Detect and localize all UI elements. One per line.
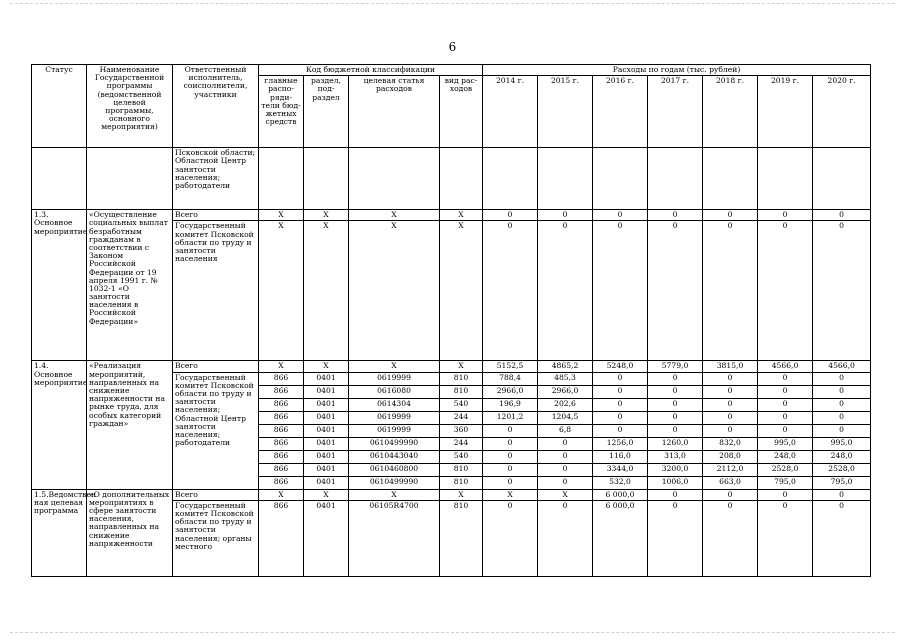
cell-2017: 1006,0 xyxy=(648,476,703,489)
cell-2020: 0 xyxy=(813,372,871,385)
cell-2019: 995,0 xyxy=(758,437,813,450)
cell-2015: 0 xyxy=(538,450,593,463)
cell-2020: 0 xyxy=(813,424,871,437)
cell-target-article: 0610460800 xyxy=(349,463,440,476)
cell-2020: 995,0 xyxy=(813,437,871,450)
cell-target-article: 06105R4700 xyxy=(349,500,440,576)
cell-grbs: 866 xyxy=(259,476,304,489)
cell-2015: X xyxy=(538,489,593,500)
header-expenses: Расходы по годам (тыс. рублей) xyxy=(483,65,871,76)
cell-empty xyxy=(483,148,538,210)
budget-table xyxy=(31,64,871,577)
cell-2014: 0 xyxy=(483,437,538,450)
cell-target-article: 0619999 xyxy=(349,424,440,437)
cell-2015: 0 xyxy=(538,210,593,221)
cell-2018: 2112,0 xyxy=(703,463,758,476)
cell-2020: 0 xyxy=(813,500,871,576)
cell-target-article: 0614304 xyxy=(349,398,440,411)
cell-expense-type: 810 xyxy=(440,500,483,576)
cell-target-article: 0610443040 xyxy=(349,450,440,463)
cell-name-empty xyxy=(87,148,173,210)
cell-grbs: X xyxy=(259,210,304,221)
cell-section: X xyxy=(304,210,349,221)
cell-2019: 0 xyxy=(758,372,813,385)
cell-2019: 0 xyxy=(758,221,813,361)
cell-expense-type: X xyxy=(440,361,483,372)
cell-2016: 0 xyxy=(593,221,648,361)
header-year-2015: 2015 г. xyxy=(538,76,593,148)
header-year-2014: 2014 г. xyxy=(483,76,538,148)
cell-2014: 788,4 xyxy=(483,372,538,385)
cell-2017: 0 xyxy=(648,210,703,221)
cell-2017: 0 xyxy=(648,385,703,398)
cell-2014: 0 xyxy=(483,221,538,361)
cell-2018: 0 xyxy=(703,372,758,385)
cell-2016: 0 xyxy=(593,210,648,221)
cell-section: X xyxy=(304,221,349,361)
cell-grbs: 866 xyxy=(259,437,304,450)
cell-expense-type: X xyxy=(440,221,483,361)
cell-2020: 0 xyxy=(813,398,871,411)
cell-grbs: 866 xyxy=(259,385,304,398)
header-year-2016: 2016 г. xyxy=(593,76,648,148)
cell-empty xyxy=(259,148,304,210)
cell-2019: 248,0 xyxy=(758,450,813,463)
cell-2017: 0 xyxy=(648,372,703,385)
cell-2020: 2528,0 xyxy=(813,463,871,476)
cell-2014: 0 xyxy=(483,424,538,437)
cell-expense-type: X xyxy=(440,210,483,221)
cell-section: 0401 xyxy=(304,437,349,450)
cell-2016: 0 xyxy=(593,424,648,437)
cell-target-article: X xyxy=(349,221,440,361)
cell-2017: 5779,0 xyxy=(648,361,703,372)
cell-2018: 832,0 xyxy=(703,437,758,450)
cell-2016: 532,0 xyxy=(593,476,648,489)
cell-grbs: 866 xyxy=(259,411,304,424)
header-year-2017: 2017 г. xyxy=(648,76,703,148)
cell-grbs: 866 xyxy=(259,450,304,463)
cell-2014: 196,9 xyxy=(483,398,538,411)
cell-2018: 3815,0 xyxy=(703,361,758,372)
cell-2020: 0 xyxy=(813,489,871,500)
cell-2015: 202,6 xyxy=(538,398,593,411)
cell-2015: 6,8 xyxy=(538,424,593,437)
cell-empty xyxy=(593,148,648,210)
cell-empty xyxy=(304,148,349,210)
cell-grbs: 866 xyxy=(259,398,304,411)
header-status: Статус xyxy=(32,65,87,148)
cell-empty xyxy=(758,148,813,210)
cell-target-article: 0619999 xyxy=(349,372,440,385)
cell-section: 0401 xyxy=(304,398,349,411)
table-row xyxy=(32,361,871,372)
cell-2016: 116,0 xyxy=(593,450,648,463)
cell-2019: 0 xyxy=(758,210,813,221)
cell-target-article: X xyxy=(349,361,440,372)
cell-2014: 2966,0 xyxy=(483,385,538,398)
cell-2015: 0 xyxy=(538,500,593,576)
cell-2015: 1204,5 xyxy=(538,411,593,424)
cell-2017: 313,0 xyxy=(648,450,703,463)
cell-2016: 0 xyxy=(593,372,648,385)
cell-2020: 0 xyxy=(813,385,871,398)
cell-section: 0401 xyxy=(304,372,349,385)
cell-grbs: X xyxy=(259,489,304,500)
cell-2017: 0 xyxy=(648,398,703,411)
header-year-2018: 2018 г. xyxy=(703,76,758,148)
cell-2020: 0 xyxy=(813,210,871,221)
cell-target-article: X xyxy=(349,210,440,221)
cell-2016: 1256,0 xyxy=(593,437,648,450)
cell-status-empty xyxy=(32,148,87,210)
cell-responsible: Государственный комитет Псковской области по труду и занятости населения; органы местного xyxy=(173,500,259,576)
cell-2018: 0 xyxy=(703,411,758,424)
cell-2017: 0 xyxy=(648,221,703,361)
cell-target-article: 0619999 xyxy=(349,411,440,424)
cell-2016: 0 xyxy=(593,385,648,398)
scan-edge-bottom xyxy=(10,632,895,633)
cell-2014: 0 xyxy=(483,450,538,463)
cell-2018: 0 xyxy=(703,385,758,398)
cell-2018: 0 xyxy=(703,500,758,576)
cell-2018: 0 xyxy=(703,210,758,221)
cell-expense-type: 810 xyxy=(440,476,483,489)
cell-2017: 3200,0 xyxy=(648,463,703,476)
cell-2016: 5248,0 xyxy=(593,361,648,372)
cell-grbs: X xyxy=(259,221,304,361)
cell-expense-type: 540 xyxy=(440,450,483,463)
cell-2020: 0 xyxy=(813,411,871,424)
header-responsible: Ответственный исполнитель, соисполнители, участники xyxy=(173,65,259,148)
cell-expense-type: 540 xyxy=(440,398,483,411)
cell-empty xyxy=(813,148,871,210)
cell-2015: 0 xyxy=(538,221,593,361)
cell-grbs: 866 xyxy=(259,372,304,385)
header-section: раздел, под- раздел xyxy=(304,76,349,148)
cell-section: 0401 xyxy=(304,463,349,476)
cell-target-article: 0610499990 xyxy=(349,476,440,489)
cell-name: «Осуществление социальных выплат безработным гражданам в соответствии с Законом Российской Федерации от 19 апреля 1991 г. № 1032-1 «О занятости населения в Российской Федерации» xyxy=(87,210,173,361)
cell-2019: 2528,0 xyxy=(758,463,813,476)
header-name: Наименование Государственной программы (ведомственной целевой программы, основного мероприятия) xyxy=(87,65,173,148)
cell-section: 0401 xyxy=(304,385,349,398)
cell-grbs: 866 xyxy=(259,424,304,437)
cell-2017: 0 xyxy=(648,500,703,576)
cell-2014: 0 xyxy=(483,476,538,489)
cell-name: «О дополнительных мероприятиях в сфере занятости населения, направленных на снижение напряженности xyxy=(87,489,173,576)
cell-2014: 5152,5 xyxy=(483,361,538,372)
cell-responsible-continuation: Псковской области; Областной Центр занятости населения; работодатели xyxy=(173,148,259,210)
page-number: 6 xyxy=(448,40,457,54)
cell-empty xyxy=(538,148,593,210)
cell-2017: 0 xyxy=(648,424,703,437)
cell-expense-type: 244 xyxy=(440,437,483,450)
cell-2019: 0 xyxy=(758,489,813,500)
cell-2018: 0 xyxy=(703,424,758,437)
cell-empty xyxy=(703,148,758,210)
cell-empty xyxy=(440,148,483,210)
cell-2015: 0 xyxy=(538,476,593,489)
header-year-2020: 2020 г. xyxy=(813,76,871,148)
table-row xyxy=(32,210,871,221)
cell-section: 0401 xyxy=(304,500,349,576)
cell-2016: 3344,0 xyxy=(593,463,648,476)
cell-2019: 0 xyxy=(758,500,813,576)
table-row xyxy=(32,489,871,500)
cell-grbs: 866 xyxy=(259,500,304,576)
cell-expense-type: 810 xyxy=(440,372,483,385)
cell-2019: 0 xyxy=(758,411,813,424)
cell-2015: 0 xyxy=(538,437,593,450)
cell-status: 1.4. Основное мероприятие xyxy=(32,361,87,489)
cell-target-article: 0616080 xyxy=(349,385,440,398)
cell-2019: 0 xyxy=(758,424,813,437)
cell-section: 0401 xyxy=(304,424,349,437)
header-budget-code: Код бюджетной классификации xyxy=(259,65,483,76)
cell-expense-type: X xyxy=(440,489,483,500)
header-target-article: целевая статья расходов xyxy=(349,76,440,148)
cell-2020: 248,0 xyxy=(813,450,871,463)
header-expense-type: вид рас- ходов xyxy=(440,76,483,148)
table-row-continuation xyxy=(32,148,871,210)
cell-section: 0401 xyxy=(304,476,349,489)
cell-2018: 663,0 xyxy=(703,476,758,489)
cell-2014: X xyxy=(483,489,538,500)
cell-2020: 795,0 xyxy=(813,476,871,489)
cell-status: 1.5.Ведомствен ная целевая программа xyxy=(32,489,87,576)
cell-expense-type: 244 xyxy=(440,411,483,424)
cell-responsible: Государственный комитет Псковской области по труду и занятости населения xyxy=(173,221,259,361)
cell-empty xyxy=(349,148,440,210)
cell-responsible-total: Всего xyxy=(173,210,259,221)
cell-section: 0401 xyxy=(304,411,349,424)
cell-2016: 6 000,0 xyxy=(593,489,648,500)
cell-2020: 4566,0 xyxy=(813,361,871,372)
cell-expense-type: 360 xyxy=(440,424,483,437)
cell-2015: 0 xyxy=(538,463,593,476)
cell-target-article: X xyxy=(349,489,440,500)
cell-2016: 0 xyxy=(593,411,648,424)
cell-2014: 0 xyxy=(483,500,538,576)
cell-2015: 2966,0 xyxy=(538,385,593,398)
cell-2020: 0 xyxy=(813,221,871,361)
header-year-2019: 2019 г. xyxy=(758,76,813,148)
cell-2017: 0 xyxy=(648,489,703,500)
cell-expense-type: 810 xyxy=(440,463,483,476)
cell-2016: 0 xyxy=(593,398,648,411)
cell-2018: 208,0 xyxy=(703,450,758,463)
cell-empty xyxy=(648,148,703,210)
cell-2015: 485,3 xyxy=(538,372,593,385)
cell-2019: 0 xyxy=(758,398,813,411)
cell-2019: 4566,0 xyxy=(758,361,813,372)
cell-responsible-total: Всего xyxy=(173,489,259,500)
cell-status: 1.3. Основное мероприятие xyxy=(32,210,87,361)
cell-2014: 0 xyxy=(483,210,538,221)
cell-2014: 1201,2 xyxy=(483,411,538,424)
cell-grbs: 866 xyxy=(259,463,304,476)
cell-responsible: Государственный комитет Псковской области по труду и занятости населения; Областной Центр занятости населения; работодатели xyxy=(173,372,259,489)
cell-2017: 1260,0 xyxy=(648,437,703,450)
scan-edge-top xyxy=(10,3,895,4)
cell-section: X xyxy=(304,489,349,500)
cell-2014: 0 xyxy=(483,463,538,476)
cell-grbs: X xyxy=(259,361,304,372)
cell-responsible-total: Всего xyxy=(173,361,259,372)
cell-2018: 0 xyxy=(703,489,758,500)
cell-2019: 795,0 xyxy=(758,476,813,489)
cell-2019: 0 xyxy=(758,385,813,398)
cell-name: «Реализация мероприятий, направленных на снижение напряженности на рынке труда, для особых категорий граждан» xyxy=(87,361,173,489)
cell-section: X xyxy=(304,361,349,372)
cell-2015: 4865,2 xyxy=(538,361,593,372)
cell-2018: 0 xyxy=(703,221,758,361)
cell-2016: 6 000,0 xyxy=(593,500,648,576)
header-grbs: главные распо- ряди- тели бюд- жетных средств xyxy=(259,76,304,148)
cell-section: 0401 xyxy=(304,450,349,463)
cell-2017: 0 xyxy=(648,411,703,424)
cell-expense-type: 810 xyxy=(440,385,483,398)
cell-2018: 0 xyxy=(703,398,758,411)
cell-target-article: 0610499990 xyxy=(349,437,440,450)
